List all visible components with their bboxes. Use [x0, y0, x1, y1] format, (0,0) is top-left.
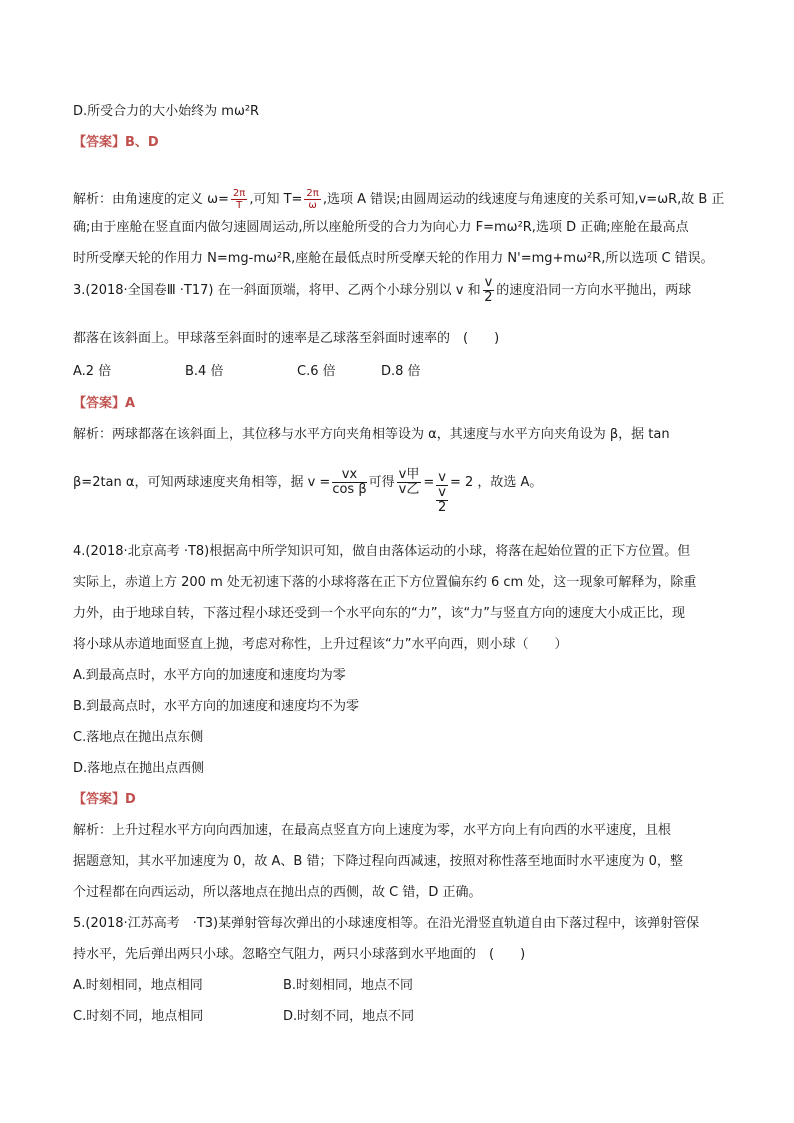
q3-answer	[73, 395, 723, 413]
q4-explanation-line-3: 个过程都在向西运动，所以落地点在抛出点的西侧，故 C 错，D 正确。	[73, 885, 482, 900]
q4-option-d: D.落地点在抛出点西侧	[73, 761, 205, 776]
q4-option-a: A.到最高点时，水平方向的加速度和速度均为零	[73, 668, 346, 683]
q4-stem-line-1: 4.(2018·北京高考 ·T8)根据高中所学知识可知，做自由落体运动的小球，将落在起始位置的正下方位置。但	[73, 544, 691, 559]
q3-stem-line-2: 都落在该斜面上。甲球落至斜面时的速率是乙球落至斜面时速率的 ( )	[73, 331, 500, 346]
q2-option-d: D.所受合力的大小始终为 mω²R	[73, 104, 260, 119]
q3-explanation-line-1: 解析：两球都落在该斜面上，其位移与水平方向夹角相等设为 α，其速度与水平方向夹角设为 β，据 tan	[73, 427, 670, 442]
fraction-2pi-over-T: $\frac{2\pi}{T}$	[232, 188, 246, 211]
q2-explanation-line-2: 确;由于座舱在竖直面内做匀速圆周运动,所以座舱所受的合力为向心力 F=mω²R,选项 D 正确;座舱在最高点	[73, 220, 689, 235]
q3-explanation-line-2: β=2tan α，可知两球速度夹角相等，据 v = $\frac{vx}{\text{cos β}}$ 可得 $\frac{\text{v甲}}{\text{v乙}}$ = $\frac{v}{\frac{v}{2}}$ = 2 ，故选 A。	[73, 467, 543, 515]
q5-option-b: B.时刻相同，地点不同	[283, 978, 414, 993]
q4-stem-line-2: 实际上，赤道上方 200 m 处无初速下落的小球将落在正下方位置偏东约 6 cm 处，这一现象可解释为，除重	[73, 575, 697, 590]
q5-options-row-1	[73, 977, 723, 995]
q4-stem-line-4: 将小球从赤道地面竖直上抛，考虑对称性，上升过程该“力”水平向西，则小球（ ）	[73, 637, 568, 652]
answer-value: D	[125, 792, 136, 807]
q3-option-c: C.6 倍	[297, 364, 336, 379]
fraction-inner-v-over-2: $\frac{v}{2}$	[437, 485, 447, 515]
q4-stem-line-3: 力外，由于地球自转，下落过程小球还受到一个水平向东的“力”，该“力”与竖直方向的速度大小成正比，现	[73, 606, 685, 621]
fraction-2pi-over-omega: $\frac{2\pi}{\omega}$	[306, 188, 319, 211]
q4-explanation-line-1: 解析：上升过程水平方向向西加速，在最高点竖直方向上速度为零，水平方向上有向西的水平速度，且根	[73, 823, 672, 838]
q2-explanation-line-1: 解析：由角速度的定义 ω= $\frac{2\pi}{T}$ ,可知 T= $\frac{2\pi}{\omega}$ ,选项 A 错误;由圆周运动的线速度与角速度的关系可知,v=ωR,故 B 正	[73, 188, 725, 211]
q3-option-a: A.2 倍	[73, 364, 112, 379]
q5-options-row-2	[73, 1008, 723, 1026]
q3-option-b: B.4 倍	[185, 364, 224, 379]
fraction-v-over-half-v: $\frac{v}{\frac{v}{2}}$	[437, 470, 447, 515]
q5-stem-line-2: 持水平，先后弹出两只小球。忽略空气阻力，两只小球落到水平地面的 ( )	[73, 947, 526, 962]
q2-answer	[73, 134, 723, 152]
q3-stem-line-1: 3.(2018·全国卷Ⅲ ·T17) 在一斜面顶端，将甲、乙两个小球分别以 v 和 $\frac{v}{2}$ 的速度沿同一方向水平抛出，两球	[73, 275, 692, 305]
answer-label: 【答案】	[73, 396, 126, 411]
fraction-v-jia-over-v-yi: $\frac{\text{v甲}}{\text{v乙}}$	[398, 467, 420, 497]
answer-value: A	[125, 396, 136, 411]
q4-option-c: C.落地点在抛出点东侧	[73, 730, 204, 745]
q5-option-d: D.时刻不同，地点不同	[283, 1009, 415, 1024]
q3-option-d: D.8 倍	[381, 364, 421, 379]
q3-options	[73, 363, 723, 381]
q4-answer	[73, 791, 723, 809]
q4-option-b: B.到最高点时，水平方向的加速度和速度均不为零	[73, 699, 360, 714]
answer-value: B、D	[125, 135, 159, 150]
q5-option-c: C.时刻不同，地点相同	[73, 1009, 204, 1024]
q5-option-a: A.时刻相同，地点相同	[73, 978, 203, 993]
answer-label: 【答案】	[73, 135, 126, 150]
q4-explanation-line-2: 据题意知，其水平加速度为 0，故 A、B 错；下降过程向西减速，按照对称性落至地面时水平速度为 0，整	[73, 854, 683, 869]
fraction-vx-over-cos-beta: $\frac{vx}{\text{cos β}}$	[332, 467, 367, 497]
q2-explanation-line-3: 时所受摩天轮的作用力 N=mg-mω²R,座舱在最低点时所受摩天轮的作用力 N'=mg+mω²R,所以选项 C 错误。	[73, 251, 714, 266]
answer-label: 【答案】	[73, 792, 126, 807]
fraction-v-over-2: $\frac{v}{2}$	[484, 275, 493, 305]
q5-stem-line-1: 5.(2018·江苏高考 ·T3)某弹射管每次弹出的小球速度相等。在沿光滑竖直轨道自由下落过程中，该弹射管保	[73, 916, 700, 931]
